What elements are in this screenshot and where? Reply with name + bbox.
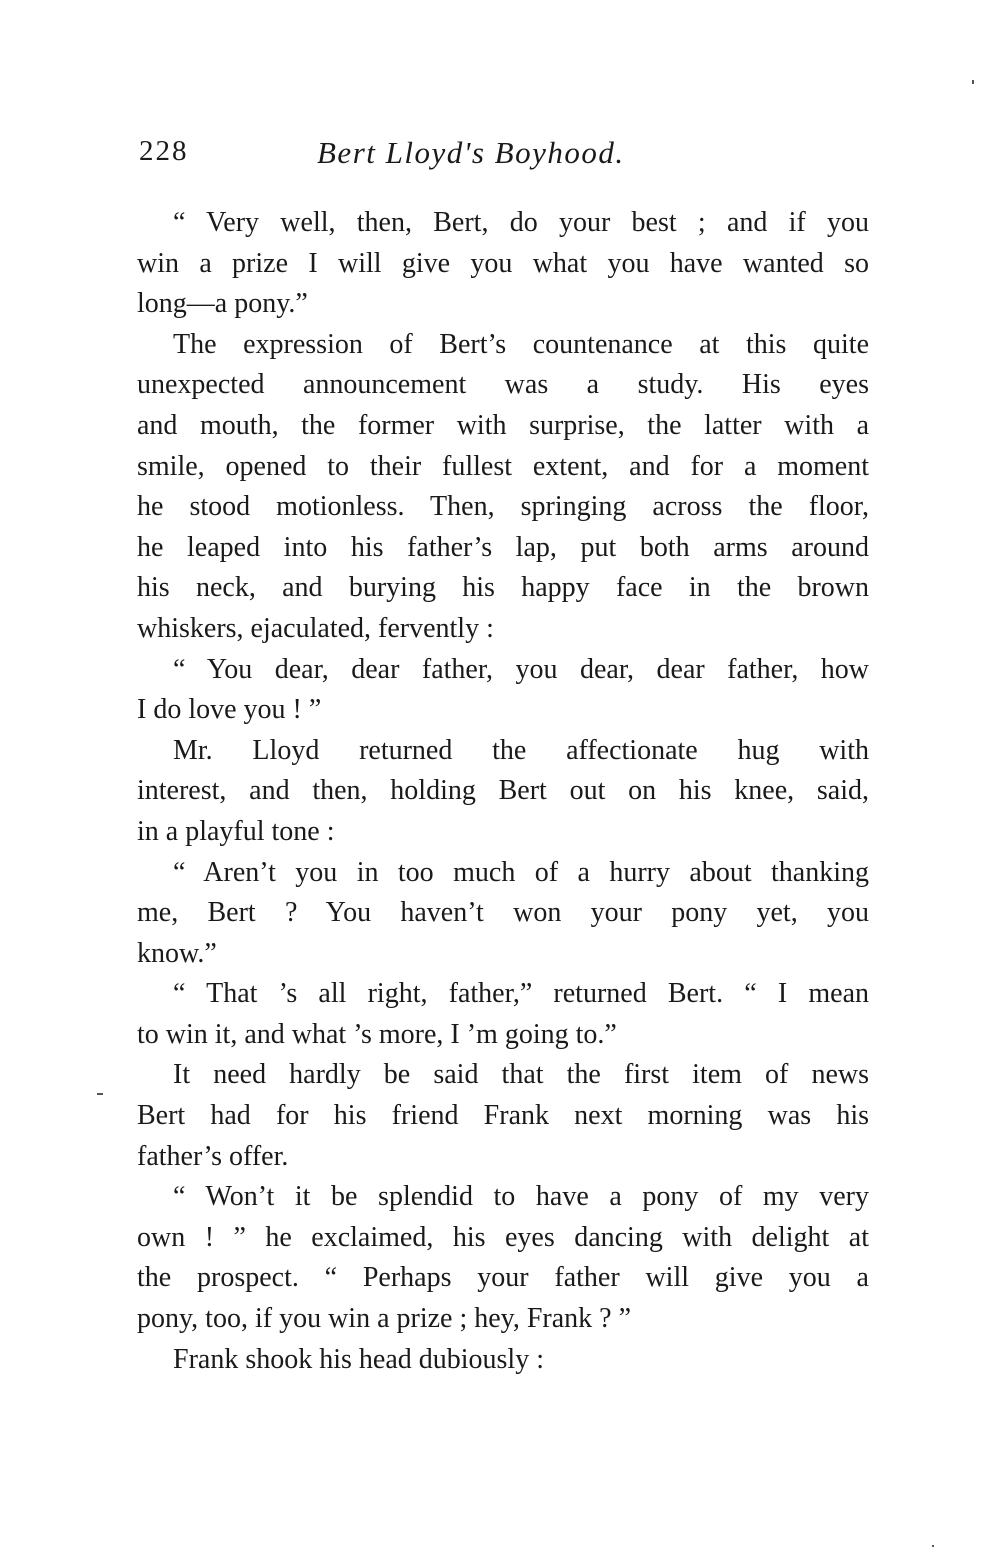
text-line: smile, opened to their fullest extent, and for a moment <box>137 450 869 482</box>
text-line: in a playful tone : <box>137 815 335 847</box>
page-number: 228 <box>139 135 189 167</box>
scan-speck <box>97 1093 103 1095</box>
text-line: long—a pony.” <box>137 288 308 320</box>
running-title: Bert Lloyd's Boyhood. <box>317 135 625 170</box>
text-line: Frank shook his head dubiously : <box>173 1343 544 1375</box>
scan-speck <box>972 80 974 84</box>
text-line: he stood motionless. Then, springing across the floor, <box>137 491 869 523</box>
scan-speck <box>932 1545 934 1547</box>
text-line: own ! ” he exclaimed, his eyes dancing with delight at <box>137 1221 869 1253</box>
text-line: pony, too, if you win a prize ; hey, Frank ? ” <box>137 1303 632 1335</box>
text-line: his neck, and burying his happy face in the brown <box>137 572 869 604</box>
text-line: and mouth, the former with surprise, the latter with a <box>137 409 869 441</box>
text-line: to win it, and what ’s more, I ’m going to.” <box>137 1018 617 1050</box>
text-line: me, Bert ? You haven’t won your pony yet, you <box>137 897 869 929</box>
text-line: interest, and then, holding Bert out on his knee, said, <box>137 775 869 807</box>
text-line: whiskers, ejaculated, fervently : <box>137 612 494 644</box>
running-header <box>139 135 879 185</box>
text-line: The expression of Bert’s countenance at this quite <box>173 328 869 360</box>
body-text <box>137 203 869 1380</box>
text-line: win a prize I will give you what you have wanted so <box>137 247 869 279</box>
text-line: “ Very well, then, Bert, do your best ; and if you <box>173 207 869 238</box>
text-line: know.” <box>137 937 217 969</box>
text-line: he leaped into his father’s lap, put both arms around <box>137 531 869 563</box>
text-line: father’s offer. <box>137 1140 289 1172</box>
text-line: the prospect. “ Perhaps your father will give you a <box>137 1262 869 1294</box>
text-line: It need hardly be said that the first item of news <box>173 1059 869 1091</box>
text-line: “ Aren’t you in too much of a hurry about thanking <box>173 856 869 888</box>
text-line: I do love you ! ” <box>137 694 322 726</box>
text-line: Mr. Lloyd returned the affectionate hug with <box>173 734 869 766</box>
text-line: “ That ’s all right, father,” returned Bert. “ I mean <box>173 978 869 1010</box>
text-line: Bert had for his friend Frank next morning was his <box>137 1100 869 1132</box>
text-line: unexpected announcement was a study. His eyes <box>137 369 869 401</box>
text-line: “ Won’t it be splendid to have a pony of my very <box>173 1181 869 1213</box>
text-line: “ You dear, dear father, you dear, dear father, how <box>173 653 869 685</box>
